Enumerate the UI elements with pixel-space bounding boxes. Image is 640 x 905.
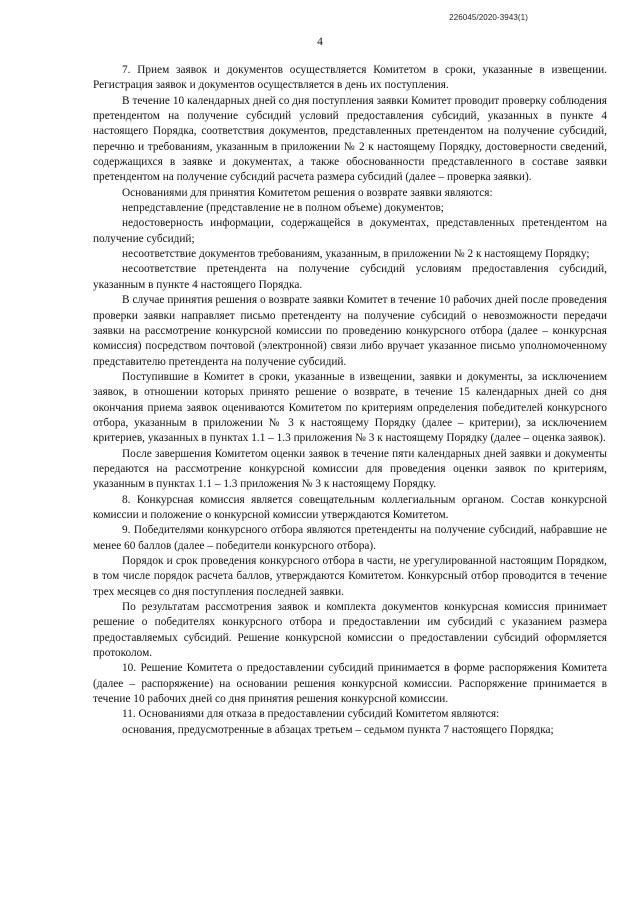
paragraph: 11. Основаниями для отказа в предоставлении субсидий Комитетом являются: <box>122 708 500 721</box>
paragraph: 9. Победителями конкурсного отбора являются претенденты на получение субсидий, набравшие не менее 60 баллов (далее – победители конкурсного отбора). <box>93 524 607 552</box>
page-number: 4 <box>317 36 323 48</box>
paragraph: В случае принятия решения о возврате заявки Комитет в течение 10 рабочих дней после проведения проверки заявки направляет письмо претенденту на получение субсидий о невозможности передачи заявки на рассмотрение конкурсной комиссии по проведению конкурсного отбора (далее – конкурсная комиссия) посредством почтовой (электронной) связи либо вручает указанное письмо уполномоченному представителю претендента на получение субсидий. <box>93 294 607 368</box>
paragraph: несоответствие документов требованиям, указанным, в приложении № 2 к настоящему Порядку; <box>122 248 590 261</box>
document-id: 226045/2020-3943(1) <box>449 13 528 22</box>
document-body <box>93 63 607 738</box>
paragraph: В течение 10 календарных дней со дня поступления заявки Комитет проводит проверку соблюдения претендентом на получение субсидий условий предоставления субсидий, указанных в пункте 4 настоящего Порядка, соответствия документов, представленных претендентом на получение субсидий, перечню и требованиям, указанным в приложении № 2 к настоящему Порядку, достоверности сведений, содержащихся в заявке и документах, а также обоснованности представленного в составе заявки претендентом на получение субсидий расчета размера субсидий (далее – проверка заявки). <box>93 94 607 184</box>
paragraph: 7. Прием заявок и документов осуществляется Комитетом в сроки, указанные в извещении. Регистрация заявок и документов осуществляется в день их поступления. <box>93 64 607 92</box>
paragraph: По результатам рассмотрения заявок и комплекта документов конкурсная комиссия принимает решение о победителях конкурсного отбора и предоставлении им субсидий с указанием размера предоставляемых субсидий. Решение конкурсной комиссии о предоставлении субсидий оформляется протоколом. <box>93 601 607 660</box>
paragraph: Порядок и срок проведения конкурсного отбора в части, не урегулированной настоящим Порядком, в том числе порядок расчета баллов, утверждаются Комитетом. Конкурсный отбор проводится в течение трех месяцев со дня поступления последней заявки. <box>93 555 607 598</box>
paragraph: непредставление (представление не в полном объеме) документов; <box>122 202 444 215</box>
paragraph: Поступившие в Комитет в сроки, указанные в извещении, заявки и документы, за исключением заявок, в отношении которых принято решение о возврате, в течение 15 календарных дней со дня окончания приема заявок оцениваются Комитетом по критериям определения победителей конкурсного отбора, указанным в приложении № 3 к настоящему Порядку (далее – критерии), за исключением критериев, указанных в пунктах 1.1 – 1.3 приложения № 3 к настоящему Порядку (далее – оценка заявок). <box>93 370 607 445</box>
paragraph: После завершения Комитетом оценки заявок в течение пяти календарных дней заявки и документы передаются на рассмотрение конкурсной комиссии для проведения оценки заявок по критериям, указанным в пунктах 1.1 – 1.3 приложения № 3 к настоящему Порядку. <box>93 447 607 491</box>
paragraph: 8. Конкурсная комиссия является совещательным коллегиальным органом. Состав конкурсной комиссии и положение о конкурсной комиссии утверждаются Комитетом. <box>93 493 607 521</box>
paragraph: 10. Решение Комитета о предоставлении субсидий принимается в форме распоряжения Комитета (далее – распоряжение) на основании решения конкурсной комиссии. Распоряжение принимается в течение 10 рабочих дней со дня принятия решения конкурсной комиссии. <box>93 662 607 706</box>
paragraph: несоответствие претендента на получение субсидий условиям предоставления субсидий, указанным в пункте 4 настоящего Порядка. <box>93 263 607 291</box>
paragraph: основания, предусмотренные в абзацах третьем – седьмом пункта 7 настоящего Порядка; <box>122 723 554 736</box>
paragraph: недостоверность информации, содержащейся в документах, представленных претендентом на получение субсидий; <box>93 217 607 245</box>
paragraph: Основаниями для принятия Комитетом решения о возврате заявки являются: <box>122 186 493 199</box>
